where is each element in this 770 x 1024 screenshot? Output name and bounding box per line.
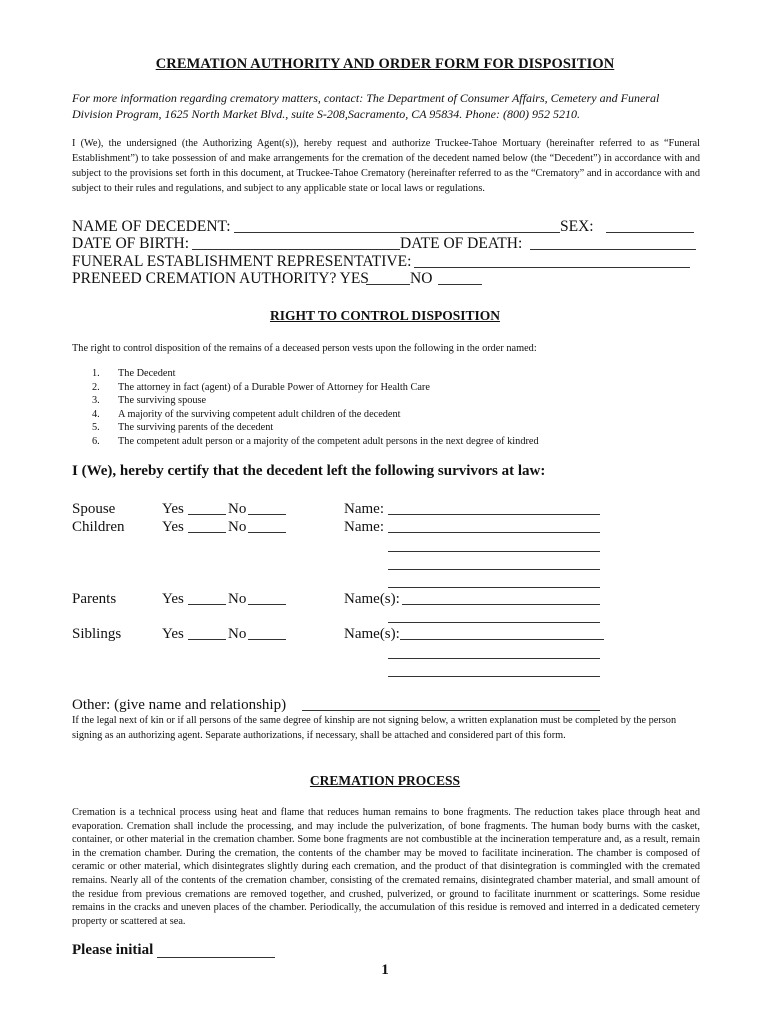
please-initial-label: Please initial bbox=[72, 942, 154, 958]
children-no-field[interactable] bbox=[248, 532, 286, 533]
right-to-control-item bbox=[92, 394, 539, 408]
children-name-field-1[interactable] bbox=[388, 532, 600, 533]
list-item-number: 6. bbox=[92, 435, 100, 447]
children-no-label: No bbox=[228, 519, 247, 535]
list-item-text: The competent adult person or a majority of the competent adult persons in the next degree of kindred bbox=[118, 435, 539, 447]
list-item-number: 2. bbox=[92, 381, 100, 393]
please-initial-field[interactable] bbox=[157, 957, 275, 958]
list-item-number: 4. bbox=[92, 408, 100, 420]
parents-name-field-1[interactable] bbox=[402, 604, 600, 605]
spouse-yes-field[interactable] bbox=[188, 514, 226, 515]
list-item-number: 1. bbox=[92, 368, 100, 379]
right-to-control-intro: The right to control disposition of the remains of a deceased person vests upon the following in the order named: bbox=[72, 343, 537, 354]
date-of-birth-label: DATE OF BIRTH: bbox=[72, 235, 190, 252]
other-label: Other: (give name and relationship) bbox=[72, 697, 287, 713]
contact-info-line-2: Division Program, 1625 North Market Blvd., suite S-208,Sacramento, CA 95834. Phone: (800) 952 5210. bbox=[72, 107, 580, 121]
preneed-no-label: NO bbox=[410, 270, 433, 287]
right-to-control-item bbox=[92, 408, 539, 422]
list-item-text: The surviving parents of the decedent bbox=[118, 422, 274, 433]
spouse-no-field[interactable] bbox=[248, 514, 286, 515]
funeral-rep-label: FUNERAL ESTABLISHMENT REPRESENTATIVE: bbox=[72, 253, 412, 270]
siblings-name-field-2[interactable] bbox=[388, 658, 600, 659]
parents-no-label: No bbox=[228, 591, 247, 607]
siblings-no-label: No bbox=[228, 626, 247, 642]
parents-yes-field[interactable] bbox=[188, 604, 226, 605]
spouse-yes-label: Yes bbox=[162, 501, 184, 517]
sex-field[interactable] bbox=[606, 232, 694, 233]
name-of-decedent-label: NAME OF DECEDENT: bbox=[72, 218, 231, 235]
spouse-name-field[interactable] bbox=[388, 514, 600, 515]
right-to-control-item bbox=[92, 381, 539, 395]
survivors-certify-heading: I (We), hereby certify that the decedent left the following survivors at law: bbox=[72, 463, 546, 479]
children-name-field-2[interactable] bbox=[388, 551, 600, 552]
list-item-number: 3. bbox=[92, 395, 100, 406]
children-label: Children bbox=[72, 519, 125, 535]
contact-info-line-1: For more information regarding crematory matters, contact: The Department of Consumer Affairs, Cemetery and Funeral bbox=[72, 91, 660, 105]
parents-no-field[interactable] bbox=[248, 604, 286, 605]
next-of-kin-note: If the legal next of kin or if all persons of the same degree of kinship are not signing below, a written explanation must be completed by the person signing as an authorizing agent. Separate authorizations, if necessary, shall be attached and considered part of this form. bbox=[72, 715, 677, 741]
list-item-text: The Decedent bbox=[118, 368, 176, 379]
spouse-label: Spouse bbox=[72, 501, 116, 517]
spouse-no-label: No bbox=[228, 501, 247, 517]
children-yes-field[interactable] bbox=[188, 532, 226, 533]
children-name-label: Name: bbox=[344, 519, 384, 535]
right-to-control-item bbox=[92, 421, 539, 435]
date-of-death-label: DATE OF DEATH: bbox=[400, 235, 523, 252]
children-yes-label: Yes bbox=[162, 519, 184, 535]
name-of-decedent-field[interactable] bbox=[234, 232, 560, 233]
form-title: CREMATION AUTHORITY AND ORDER FORM FOR DISPOSITION bbox=[155, 56, 615, 72]
right-to-control-item bbox=[92, 367, 539, 381]
authorization-paragraph: I (We), the undersigned (the Authorizing Agent(s)), hereby request and authorize Truckee-Tahoe Mortuary (hereinafter referred to as “Funeral Establishment”) to take possession of and make arrangements for the cremation of the decedent named below (the “Decedent”) in accordance with and subject to the provisions set forth in this document, at Truckee-Tahoe Crematory (hereinafter referred to as the “Crematory” and in accordance with and subject to their rules and regulations, and subject to any applicable state or local laws or regulations. bbox=[72, 138, 700, 194]
children-name-field-3[interactable] bbox=[388, 569, 600, 570]
preneed-label: PRENEED CREMATION AUTHORITY? YES bbox=[72, 270, 369, 287]
siblings-label: Siblings bbox=[72, 626, 122, 642]
siblings-name-field-3[interactable] bbox=[388, 676, 600, 677]
preneed-yes-field[interactable] bbox=[366, 284, 410, 285]
cremation-process-text: Cremation is a technical process using heat and flame that reduces human remains to bone fragments. The reduction takes place through heat and evaporation. Cremation shall include the processing, and may include the pulverization, of bone fragments. The human body burns with the casket, container, or other material in the cremation chamber. Some bone fragments are not combustible at the incineration temperature and, as a result, remain in the cremation chamber. During the cremation, the contents of the chamber may be moved to facilitate incineration. The chamber is composed of ceramic or other material, which disintegrates slightly during each cremation, and the product of that disintegration is commingled with the cremated remains. Nearly all of the contents of the cremation chamber, consisting of the cremated remains, disintegrated chamber material, and small amount of the residue from previous cremations are removed together, and crushed, pulverized, or ground to facilitate inurnment or scatterings. Some residue remains in the cracks and uneven places of the chamber. Periodically, the accumulation of this residue is removed and interred in a dedicated cemetery property or scattered at sea. bbox=[72, 807, 700, 927]
parents-name-field-2[interactable] bbox=[388, 622, 600, 623]
parents-names-label: Name(s): bbox=[344, 591, 400, 607]
date-of-birth-field[interactable] bbox=[192, 249, 400, 250]
siblings-yes-label: Yes bbox=[162, 626, 184, 642]
list-item-number: 5. bbox=[92, 422, 100, 433]
parents-yes-label: Yes bbox=[162, 591, 184, 607]
right-to-control-item bbox=[92, 435, 539, 449]
right-to-control-list bbox=[92, 367, 539, 448]
spouse-name-label: Name: bbox=[344, 501, 384, 517]
list-item-text: A majority of the surviving competent adult children of the decedent bbox=[118, 408, 401, 420]
date-of-death-field[interactable] bbox=[530, 249, 696, 250]
parents-label: Parents bbox=[72, 591, 117, 607]
list-item-text: The attorney in fact (agent) of a Durable Power of Attorney for Health Care bbox=[118, 381, 430, 393]
siblings-no-field[interactable] bbox=[248, 639, 286, 640]
children-name-field-4[interactable] bbox=[388, 587, 600, 588]
name-of-decedent-row bbox=[72, 218, 231, 236]
sex-label: SEX: bbox=[560, 218, 594, 235]
funeral-rep-field[interactable] bbox=[414, 267, 690, 268]
list-item-text: The surviving spouse bbox=[118, 395, 207, 406]
cremation-process-heading: CREMATION PROCESS bbox=[309, 773, 461, 788]
siblings-names-label: Name(s): bbox=[344, 626, 400, 642]
preneed-no-field[interactable] bbox=[438, 284, 482, 285]
other-field[interactable] bbox=[302, 710, 600, 711]
siblings-name-field-1[interactable] bbox=[400, 639, 604, 640]
page-number: 1 bbox=[381, 962, 389, 978]
siblings-yes-field[interactable] bbox=[188, 639, 226, 640]
right-to-control-heading: RIGHT TO CONTROL DISPOSITION bbox=[270, 308, 500, 323]
contact-info bbox=[72, 90, 702, 122]
